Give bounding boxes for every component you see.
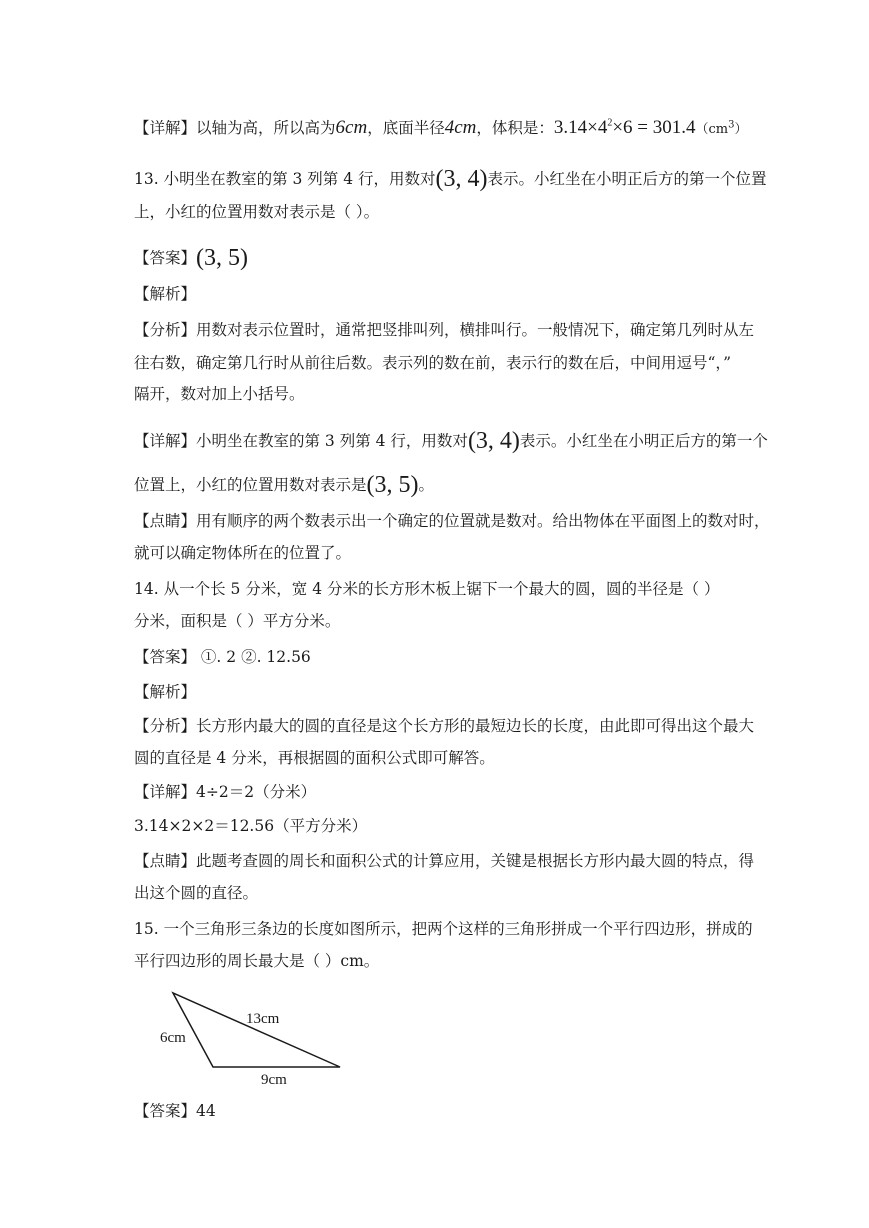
formula-part: 3.14×4 xyxy=(553,117,608,138)
question-14-fenxi-line-2: 圆的直径是 4 分米，再根据圆的面积公式即可解答。 xyxy=(134,749,495,767)
question-13-detail-line-2 xyxy=(134,471,435,498)
triangle-shape xyxy=(173,993,340,1067)
question-14-answer: 【答案】 ①. 2 ②. 12.56 xyxy=(134,648,311,666)
question-15-line-2: 平行四边形的周长最大是（ ）cm。 xyxy=(134,952,380,970)
text-segment: 表示。小红坐在小明正后方的第一个位置 xyxy=(487,170,767,188)
question-13-fenxi-line-3: 隔开，数对加上小括号。 xyxy=(134,385,305,403)
question-13-dianjing-line-2: 就可以确定物体所在的位置了。 xyxy=(134,544,352,562)
text-segment: 表示。小红坐在小明正后方的第一个 xyxy=(519,432,768,450)
text-segment: ，体积是： xyxy=(476,119,554,137)
side-label-6cm: 6cm xyxy=(160,1030,186,1046)
question-13-line-1 xyxy=(134,165,767,192)
triangle-figure xyxy=(160,987,350,1087)
question-13-answer xyxy=(134,244,248,271)
height-value: 6cm xyxy=(335,117,368,138)
side-label-9cm: 9cm xyxy=(261,1072,287,1087)
question-14-analysis-heading: 【解析】 xyxy=(134,683,197,701)
question-13-analysis-heading: 【解析】 xyxy=(134,285,197,303)
question-14-fenxi-line-1: 【分析】长方形内最大的圆的直径是这个长方形的最短边长的长度，由此即可得出这个最大 xyxy=(134,717,755,735)
question-14-detail-line-1: 【详解】4÷2＝2（分米） xyxy=(134,783,317,801)
question-15-answer: 【答案】44 xyxy=(134,1102,216,1120)
detail-tag: 【详解】 xyxy=(134,119,197,137)
volume-unit xyxy=(695,119,748,137)
number-pair: (3, 4) xyxy=(467,428,520,454)
detail-line-volume xyxy=(134,118,748,137)
unit-part: ） xyxy=(734,122,748,137)
text-segment: 位置上，小红的位置用数对表示是 xyxy=(134,476,367,494)
unit-part: （cm xyxy=(695,122,729,137)
question-13-line-2: 上，小红的位置用数对表示是（ ）。 xyxy=(134,203,380,221)
question-13-fenxi-line-1: 【分析】用数对表示位置时，通常把竖排叫列，横排叫行。一般情况下，确定第几列时从左 xyxy=(134,321,755,339)
text-segment: 以轴为高，所以高为 xyxy=(196,119,336,137)
formula-part: ×6 = 301.4 xyxy=(612,117,696,138)
text-segment: 13. 小明坐在教室的第 3 列第 4 行，用数对 xyxy=(134,170,436,188)
text-segment: ，底面半径 xyxy=(367,119,445,137)
question-14-detail-line-2: 3.14×2×2＝12.56（平方分米） xyxy=(134,817,368,835)
answer-value: (3, 5) xyxy=(196,245,248,271)
radius-value: 4cm xyxy=(444,117,477,138)
answer-tag: 【答案】 xyxy=(134,249,197,267)
question-14-dianjing-line-2: 出这个圆的直径。 xyxy=(134,884,259,902)
text-segment: 。 xyxy=(418,476,435,494)
question-13-dianjing-line-1: 【点睛】用有顺序的两个数表示出一个确定的位置就是数对。给出物体在平面图上的数对时， xyxy=(134,512,770,530)
question-15-line-1: 15. 一个三角形三条边的长度如图所示，把两个这样的三角形拼成一个平行四边形，拼成的 xyxy=(134,920,753,938)
side-label-13cm: 13cm xyxy=(246,1011,280,1027)
volume-formula xyxy=(554,117,696,138)
number-pair: (3, 5) xyxy=(366,472,419,498)
question-14-line-1: 14. 从一个长 5 分米，宽 4 分米的长方形木板上锯下一个最大的圆，圆的半径是（ ） xyxy=(134,580,720,598)
question-14-line-2: 分米，面积是（ ）平方分米。 xyxy=(134,612,341,630)
question-14-dianjing-line-1: 【点睛】此题考查圆的周长和面积公式的计算应用，关键是根据长方形内最大圆的特点，得 xyxy=(134,852,755,870)
question-13-fenxi-line-2: 往右数，确定第几行时从前往后数。表示列的数在前，表示行的数在后，中间用逗号“，” xyxy=(134,354,732,372)
number-pair: (3, 4) xyxy=(435,166,488,192)
unit-exponent: 3 xyxy=(728,119,735,131)
formula-exponent: 2 xyxy=(607,117,613,129)
text-segment: 【详解】小明坐在教室的第 3 列第 4 行，用数对 xyxy=(134,432,468,450)
question-13-detail-line-1 xyxy=(134,427,768,454)
